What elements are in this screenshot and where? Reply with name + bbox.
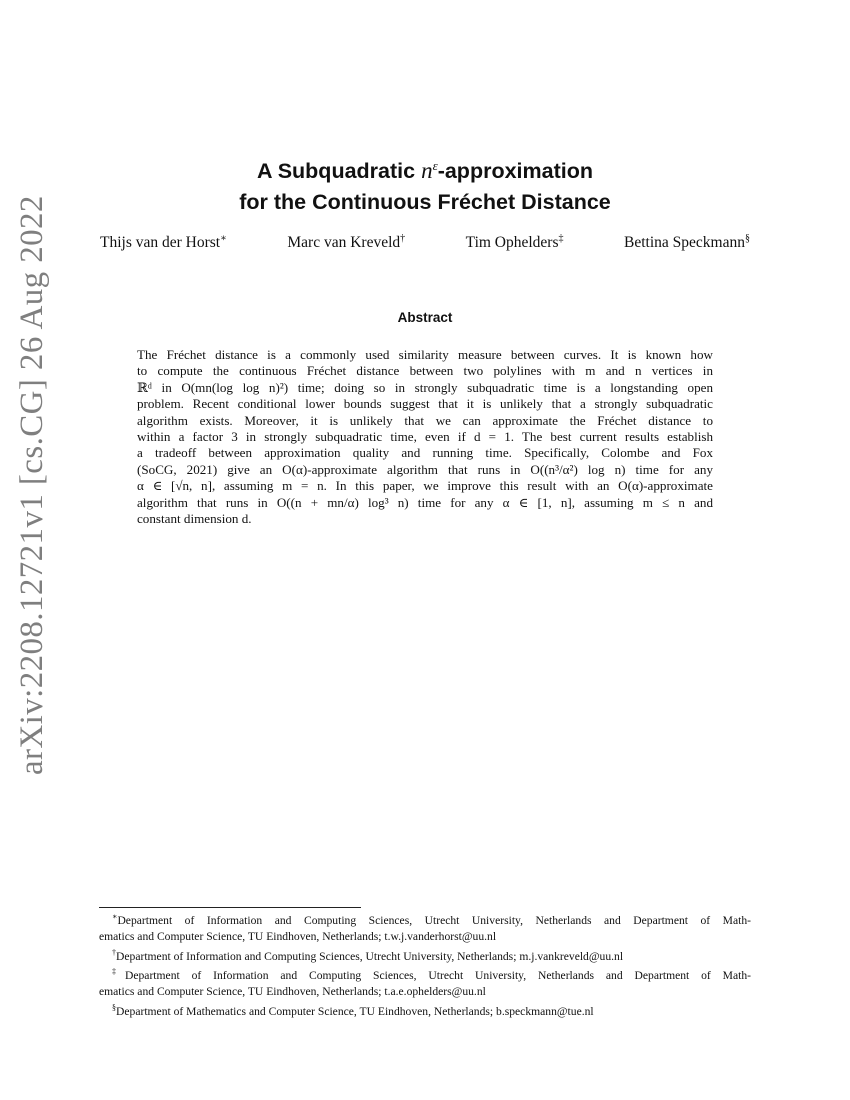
author-name: Bettina Speckmann xyxy=(624,234,745,252)
author-footnote-mark: ∗ xyxy=(220,233,227,244)
footnote-divider xyxy=(99,907,361,908)
abstract-line: ℝᵈ in O(mn(log log n)²) time; doing so in strongly subquadratic time is a longstanding open xyxy=(137,379,713,395)
footnote-mark: ∗ xyxy=(112,912,118,921)
footnote-line xyxy=(99,964,751,984)
title-text-a: A Subquadratic xyxy=(257,159,422,184)
author xyxy=(624,233,750,252)
author xyxy=(100,233,227,252)
arxiv-identifier: arXiv:2208.12721v1 [cs.CG] 26 Aug 2022 xyxy=(14,195,50,775)
footnote-line: ematics and Computer Science, TU Eindhoven, Netherlands; t.w.j.vanderhorst@uu.nl xyxy=(99,929,497,943)
abstract-line: a tradeoff between approximation quality and running time. Specifically, Colombe and Fox xyxy=(137,445,713,461)
footnote xyxy=(99,945,751,965)
abstract-line: problem. Recent conditional lower bounds suggest that it is unlikely that a strongly subquadratic xyxy=(137,396,713,412)
footnote-mark: § xyxy=(112,1003,116,1013)
title-n-symbol: n xyxy=(421,158,433,184)
footnote-text: Department of Information and Computing Sciences, Utrecht University, Netherlands and Department of Math- xyxy=(117,913,751,927)
abstract-line: algorithm that runs in O((n + mn/α) log³ n) time for any α ∈ [1, n], assuming m ≤ n and xyxy=(137,494,713,510)
title-line-1 xyxy=(0,150,850,187)
abstract-line: within a factor 3 in strongly subquadratic time, even if d = 1. The best current results establish xyxy=(137,429,713,445)
footnote-line xyxy=(99,1000,751,1020)
footnote-text: Department of Information and Computing Sciences, Utrecht University, Netherlands; m.j.vankreveld@uu.nl xyxy=(116,949,624,963)
footnote-line xyxy=(99,945,751,965)
author xyxy=(287,233,405,252)
footnote xyxy=(99,909,751,945)
footnote-mark: † xyxy=(112,947,116,957)
footnote-line: ematics and Computer Science, TU Eindhoven, Netherlands; t.a.e.ophelders@uu.nl xyxy=(99,985,486,999)
author-name: Thijs van der Horst xyxy=(100,234,221,252)
title-text-b: -approximation xyxy=(437,159,593,184)
abstract-heading: Abstract xyxy=(397,310,453,325)
author-list xyxy=(100,233,750,252)
author-name: Marc van Kreveld xyxy=(287,234,401,252)
abstract-body xyxy=(137,347,713,527)
abstract-line: α ∈ [√n, n], assuming m = n. In this paper, we improve this result with an O(α)-approximate xyxy=(137,478,713,494)
author xyxy=(466,233,564,252)
footnote xyxy=(99,1000,751,1020)
author-footnote-mark: ‡ xyxy=(558,233,564,244)
abstract-line: algorithm exists. Moreover, it is unlikely that we can approximate the Fréchet distance to xyxy=(137,412,713,428)
abstract-line: (SoCG, 2021) give an O(α)-approximate algorithm that runs in O((n³/α²) log n) time for any xyxy=(137,461,713,477)
author-footnote-mark: † xyxy=(400,233,406,244)
author-footnote-mark: § xyxy=(744,233,750,244)
footnote-line xyxy=(99,909,751,929)
abstract-line: constant dimension d. xyxy=(137,511,252,527)
title-line-2: for the Continuous Fréchet Distance xyxy=(239,190,611,215)
footnote-mark: ‡ xyxy=(112,967,125,977)
author-name: Tim Ophelders xyxy=(465,234,559,252)
footnote xyxy=(99,964,751,1000)
footnotes xyxy=(99,909,751,1020)
abstract-line: The Fréchet distance is a commonly used similarity measure between curves. It is known how xyxy=(137,347,713,362)
title-epsilon-symbol: ε xyxy=(432,158,438,173)
paper-title xyxy=(0,150,850,218)
abstract-line: to compute the continuous Fréchet distance between two polylines with m and n vertices in xyxy=(137,363,713,379)
footnote-text: Department of Mathematics and Computer Science, TU Eindhoven, Netherlands; b.speckmann@tue.nl xyxy=(116,1004,594,1018)
footnote-text: Department of Information and Computing Sciences, Utrecht University, Netherlands and Department of Math- xyxy=(124,969,751,983)
